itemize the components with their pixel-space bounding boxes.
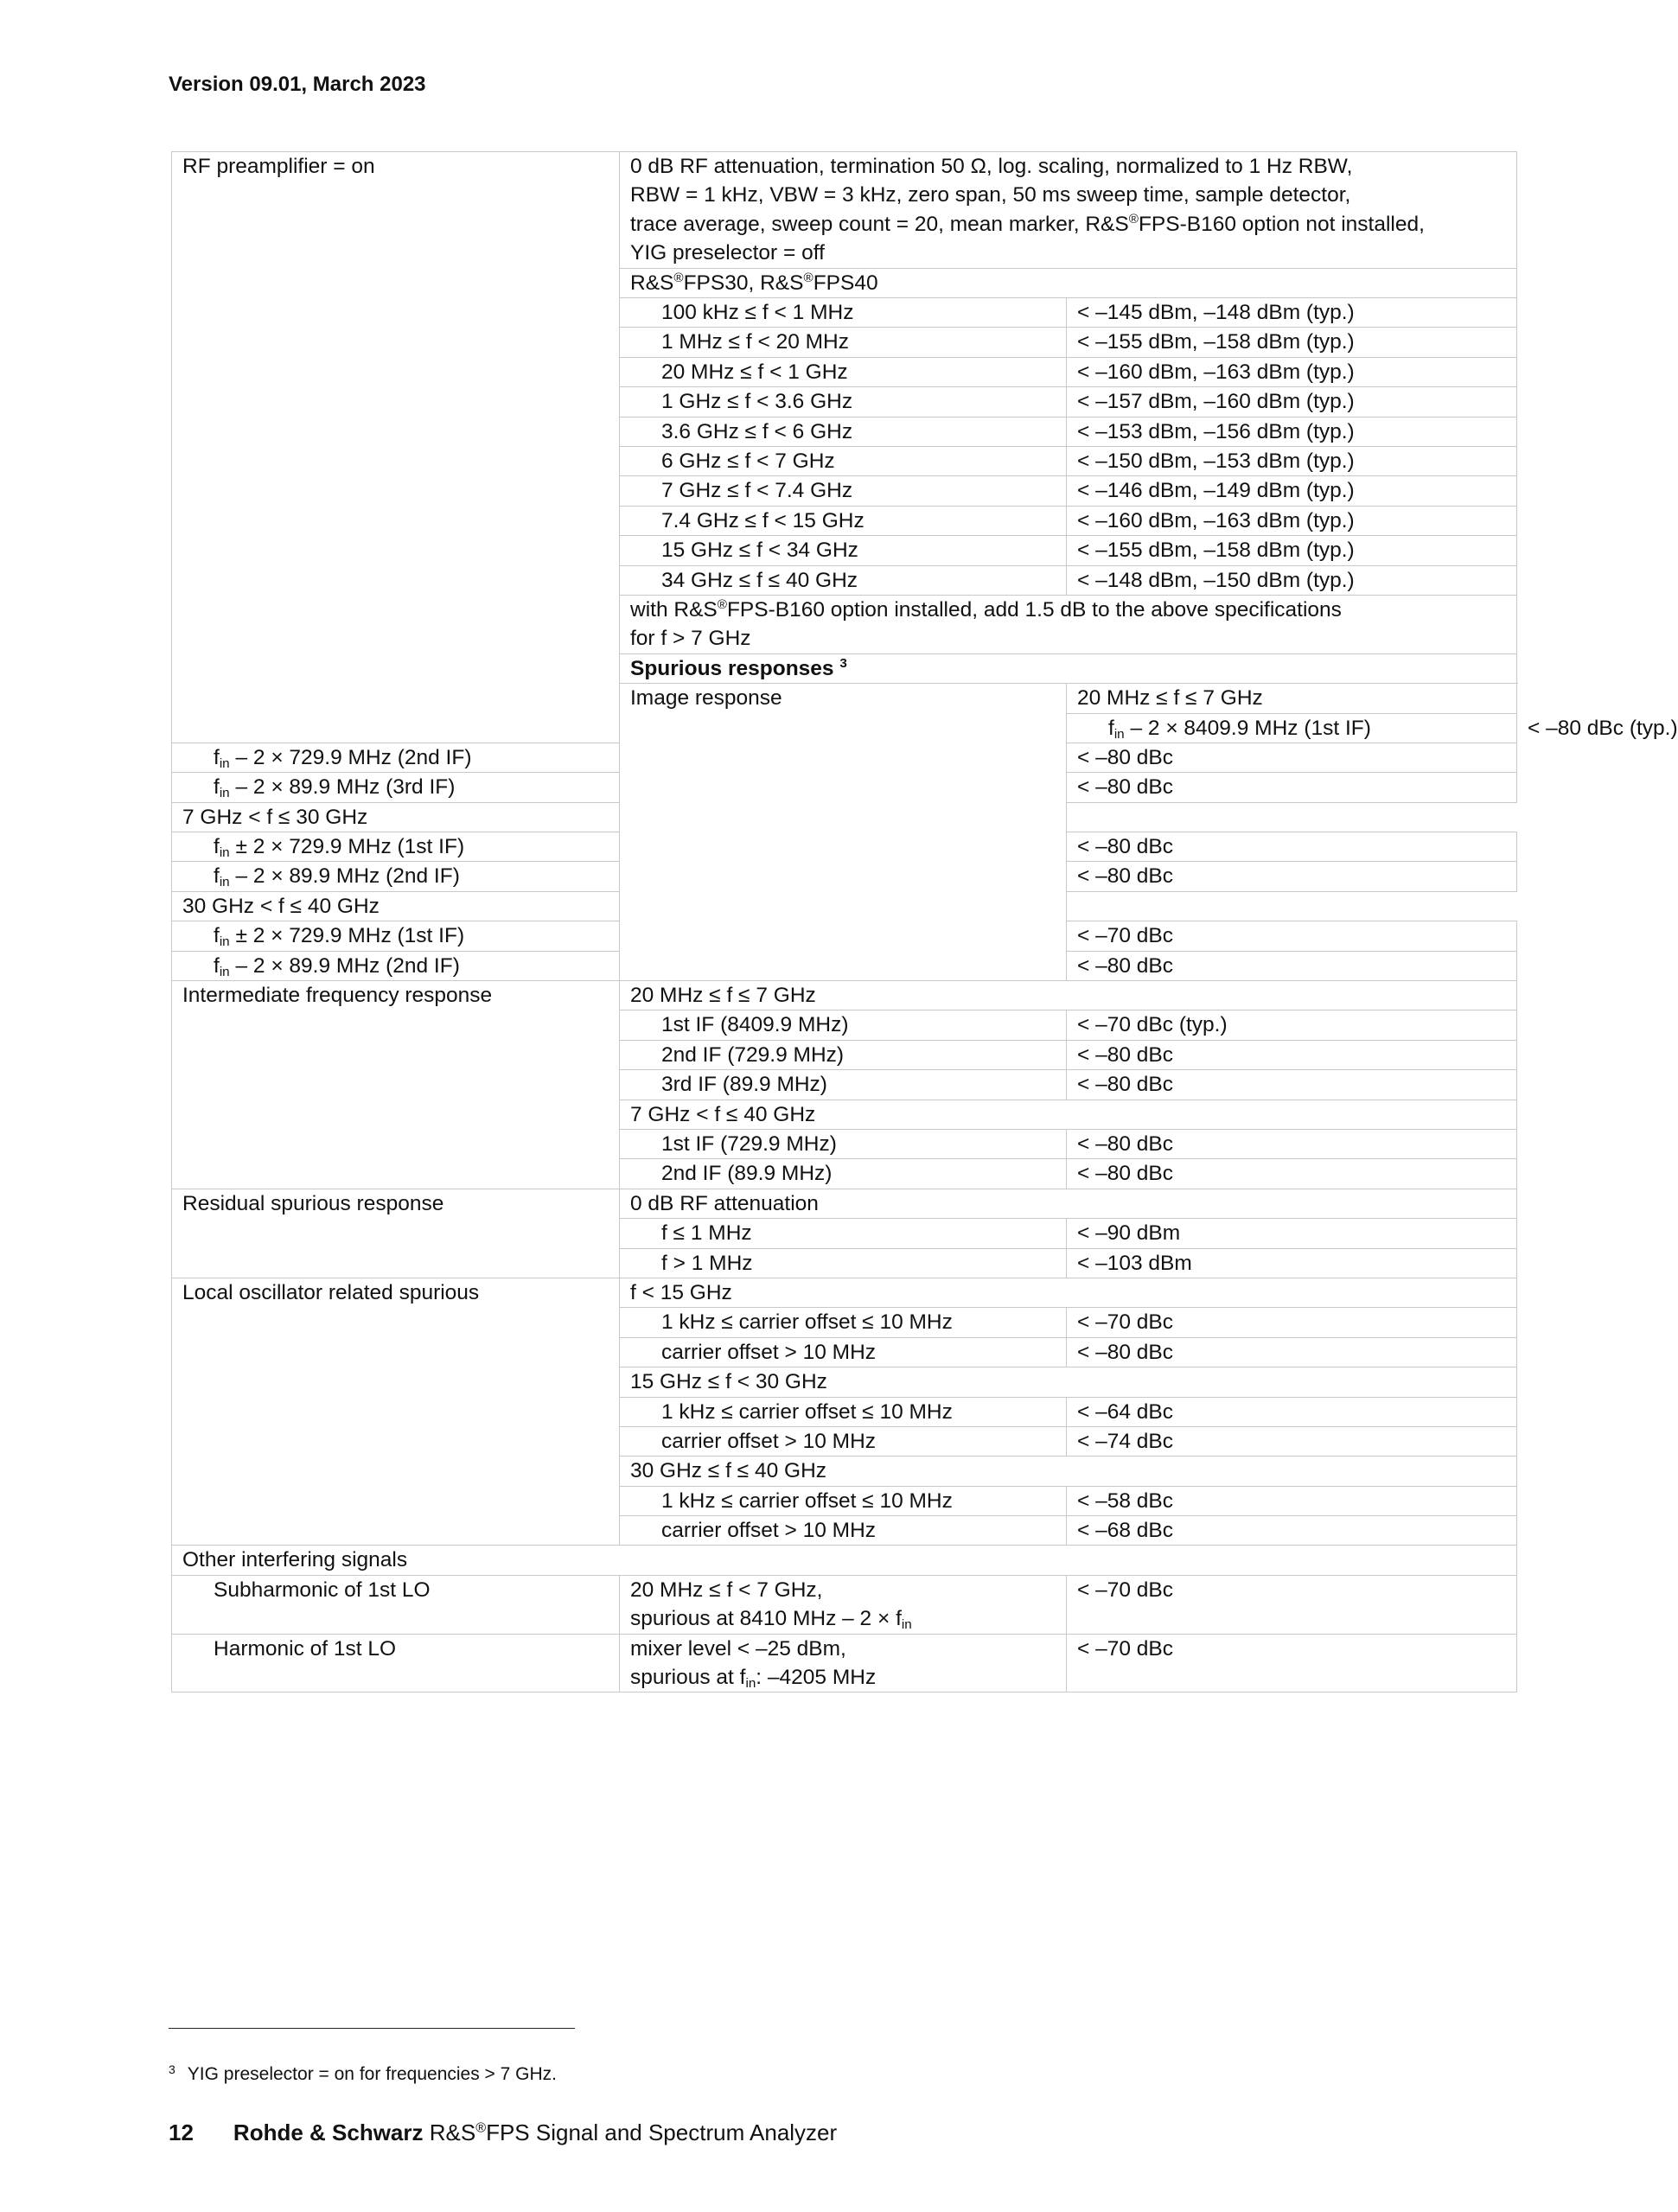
freq-range: $f_{in} - 2 \times 89.9$ MHz (3rd IF) bbox=[172, 773, 620, 802]
freq-range: carrier offset > 10 MHz bbox=[620, 1516, 1067, 1546]
footnote-mark: 3 bbox=[169, 2062, 175, 2076]
spec-conditions: 20 MHz ≤ f < 7 GHz, spurious at 8410 MHz – $2 \times f_{in}$ bbox=[620, 1575, 1067, 1634]
freq-range: f > 1 MHz bbox=[620, 1248, 1067, 1278]
spec-value: < –80 dBc bbox=[1067, 1337, 1517, 1367]
spec-label: Local oscillator related spurious bbox=[172, 1278, 620, 1546]
spec-value: < –74 dBc bbox=[1067, 1426, 1517, 1456]
spec-value: < –80 dBc bbox=[1067, 862, 1517, 891]
page-number: 12 bbox=[169, 2120, 194, 2145]
freq-range: 3rd IF (89.9 MHz) bbox=[620, 1070, 1067, 1100]
table-row bbox=[172, 1546, 1517, 1575]
footer-product: R&S®FPS Signal and Spectrum Analyzer bbox=[423, 2120, 838, 2145]
freq-range: 1 kHz ≤ carrier offset ≤ 10 MHz bbox=[620, 1397, 1067, 1426]
freq-range: 1 GHz ≤ f < 3.6 GHz bbox=[620, 387, 1067, 417]
table-row bbox=[172, 981, 1517, 1010]
spec-value: < –90 dBm bbox=[1067, 1219, 1517, 1248]
freq-range: $f_{in} - 2 \times 89.9$ MHz (2nd IF) bbox=[172, 862, 620, 891]
band-heading: 7 GHz < f ≤ 40 GHz bbox=[620, 1100, 1517, 1129]
footnote bbox=[169, 2062, 557, 2085]
freq-range: 100 kHz ≤ f < 1 MHz bbox=[620, 298, 1067, 328]
spec-value: < –160 dBm, –163 dBm (typ.) bbox=[1067, 506, 1517, 535]
spec-value: < –155 dBm, –158 dBm (typ.) bbox=[1067, 328, 1517, 357]
footnote-divider bbox=[169, 2028, 575, 2029]
spec-value: < –80 dBc bbox=[1067, 1070, 1517, 1100]
table-row: $f_{in} - 2 \times 8409.9$ MHz (1st IF) < –80 dBc (typ.) bbox=[172, 713, 1517, 743]
freq-range: 3.6 GHz ≤ f < 6 GHz bbox=[620, 417, 1067, 446]
spec-value: < –80 dBc bbox=[1067, 743, 1517, 772]
spec-value: < –70 dBc (typ.) bbox=[1067, 1010, 1517, 1040]
band-heading: 30 GHz < f ≤ 40 GHz bbox=[172, 891, 1067, 921]
spec-label: Intermediate frequency response bbox=[172, 981, 620, 1189]
footnote-text: YIG preselector = on for frequencies > 7 GHz. bbox=[187, 2064, 558, 2084]
freq-range: 15 GHz ≤ f < 34 GHz bbox=[620, 536, 1067, 565]
spec-value: < –80 dBc bbox=[1067, 773, 1517, 802]
spec-value: < –70 dBc bbox=[1067, 1575, 1517, 1634]
spec-conditions: mixer level < –25 dBm, spurious at $f_{in}$: –4205 MHz bbox=[620, 1634, 1067, 1692]
table-row bbox=[172, 891, 1517, 921]
spec-value: < –80 dBc bbox=[1067, 951, 1517, 980]
freq-range: $f_{in} - 2 \times 729.9$ MHz (2nd IF) bbox=[172, 743, 620, 772]
freq-range: carrier offset > 10 MHz bbox=[620, 1426, 1067, 1456]
spec-value: < –148 dBm, –150 dBm (typ.) bbox=[1067, 565, 1517, 595]
spec-value: < –146 dBm, –149 dBm (typ.) bbox=[1067, 476, 1517, 506]
spec-value: < –80 dBc bbox=[1067, 1040, 1517, 1069]
spec-value: < –160 dBm, –163 dBm (typ.) bbox=[1067, 357, 1517, 386]
table-row bbox=[172, 152, 1517, 269]
band-heading: 0 dB RF attenuation bbox=[620, 1189, 1517, 1218]
spec-note: with R&S®FPS-B160 option installed, add 1.5 dB to the above specifications for f > 7 GHz bbox=[620, 595, 1517, 653]
spec-value: < –150 dBm, –153 dBm (typ.) bbox=[1067, 446, 1517, 475]
spec-value: < –153 dBm, –156 dBm (typ.) bbox=[1067, 417, 1517, 446]
spec-label: Residual spurious response bbox=[172, 1189, 620, 1278]
spec-label: Image response bbox=[620, 684, 1067, 981]
freq-range: f ≤ 1 MHz bbox=[620, 1219, 1067, 1248]
spec-conditions: 0 dB RF attenuation, termination 50 Ω, log. scaling, normalized to 1 Hz RBW, RBW = 1 kHz, VBW = 3 kHz, zero span, 50 ms sweep time, sample detector, trace average, sweep count = 20, mean marker, R&S®FPS-B160 option not installed, YIG preselector = off bbox=[620, 152, 1517, 269]
table-row bbox=[172, 1634, 1517, 1692]
spec-value: < –70 dBc bbox=[1067, 1634, 1517, 1692]
spec-value: < –157 dBm, –160 dBm (typ.) bbox=[1067, 387, 1517, 417]
spec-value: < –103 dBm bbox=[1067, 1248, 1517, 1278]
freq-range: 20 MHz ≤ f < 1 GHz bbox=[620, 357, 1067, 386]
spec-label: Harmonic of 1st LO bbox=[172, 1634, 620, 1692]
spec-value: < –70 dBc bbox=[1067, 1308, 1517, 1337]
table-row bbox=[172, 1575, 1517, 1634]
footer-brand: Rohde & Schwarz bbox=[233, 2120, 424, 2145]
spec-label: Subharmonic of 1st LO bbox=[172, 1575, 620, 1634]
freq-range: 34 GHz ≤ f ≤ 40 GHz bbox=[620, 565, 1067, 595]
freq-range: 2nd IF (729.9 MHz) bbox=[620, 1040, 1067, 1069]
table-row bbox=[172, 1189, 1517, 1218]
freq-range: $f_{in} - 2 \times 89.9$ MHz (2nd IF) bbox=[172, 951, 620, 980]
spec-value: < –155 dBm, –158 dBm (typ.) bbox=[1067, 536, 1517, 565]
freq-range: $f_{in} - 2 \times 8409.9$ MHz (1st IF) bbox=[1067, 713, 1517, 743]
spec-value: < –145 dBm, –148 dBm (typ.) bbox=[1067, 298, 1517, 328]
spec-value: < –58 dBc bbox=[1067, 1486, 1517, 1515]
band-heading: 20 MHz ≤ f ≤ 7 GHz bbox=[1067, 684, 1517, 713]
band-heading: f < 15 GHz bbox=[620, 1278, 1517, 1307]
freq-range: 1st IF (8409.9 MHz) bbox=[620, 1010, 1067, 1040]
spec-value: < –80 dBc bbox=[1067, 1129, 1517, 1158]
freq-range: 7 GHz ≤ f < 7.4 GHz bbox=[620, 476, 1067, 506]
freq-range: 1 kHz ≤ carrier offset ≤ 10 MHz bbox=[620, 1486, 1067, 1515]
freq-range: $f_{in} \pm 2 \times 729.9$ MHz (1st IF) bbox=[172, 832, 620, 862]
spec-label: RF preamplifier = on bbox=[172, 152, 620, 743]
page-version-header: Version 09.01, March 2023 bbox=[169, 73, 426, 96]
band-heading: 30 GHz ≤ f ≤ 40 GHz bbox=[620, 1457, 1517, 1486]
spec-value: < –68 dBc bbox=[1067, 1516, 1517, 1546]
model-heading: R&S®FPS30, R&S®FPS40 bbox=[620, 268, 1517, 297]
spec-label: Other interfering signals bbox=[172, 1546, 1517, 1575]
freq-range: $f_{in} \pm 2 \times 729.9$ MHz (1st IF) bbox=[172, 921, 620, 951]
freq-range: 7.4 GHz ≤ f < 15 GHz bbox=[620, 506, 1067, 535]
freq-range: 6 GHz ≤ f < 7 GHz bbox=[620, 446, 1067, 475]
spec-value: < –80 dBc bbox=[1067, 1159, 1517, 1189]
band-heading: 15 GHz ≤ f < 30 GHz bbox=[620, 1367, 1517, 1397]
freq-range: 2nd IF (89.9 MHz) bbox=[620, 1159, 1067, 1189]
table-row bbox=[172, 1278, 1517, 1307]
band-heading: 20 MHz ≤ f ≤ 7 GHz bbox=[620, 981, 1517, 1010]
freq-range: 1 kHz ≤ carrier offset ≤ 10 MHz bbox=[620, 1308, 1067, 1337]
freq-range: carrier offset > 10 MHz bbox=[620, 1337, 1067, 1367]
page-footer bbox=[169, 2120, 837, 2146]
band-heading: 7 GHz < f ≤ 30 GHz bbox=[172, 802, 1067, 832]
footnote-ref: 3 bbox=[839, 655, 847, 671]
spec-value: < –70 dBc bbox=[1067, 921, 1517, 951]
freq-range: 1st IF (729.9 MHz) bbox=[620, 1129, 1067, 1158]
spec-value: < –80 dBc bbox=[1067, 832, 1517, 862]
section-heading: Spurious responses $^3$ bbox=[620, 653, 1517, 683]
freq-range: 1 MHz ≤ f < 20 MHz bbox=[620, 328, 1067, 357]
spec-value: < –64 dBc bbox=[1067, 1397, 1517, 1426]
spec-table bbox=[171, 151, 1678, 1692]
table-row bbox=[172, 802, 1517, 832]
